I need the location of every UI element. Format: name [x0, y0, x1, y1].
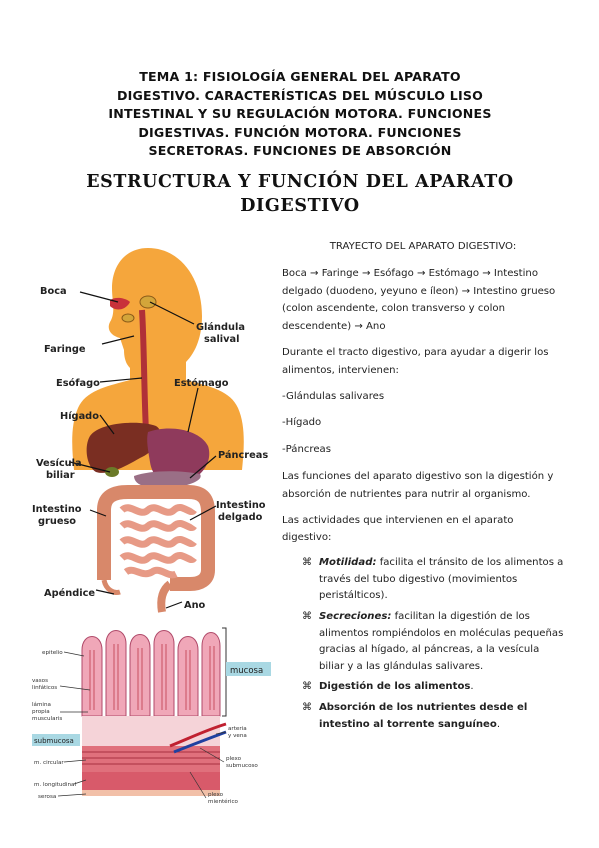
command-icon: ⌘: [302, 681, 312, 693]
label-intestino-grueso-1: Intestino: [32, 504, 82, 515]
title-line: SECRETORAS. FUNCIONES DE ABSORCIÓN: [148, 143, 452, 159]
intro-paragraph: Durante el tracto digestivo, para ayudar a digerir los alimentos, intervienen:: [282, 346, 549, 376]
serosa-layer: [82, 790, 220, 796]
label-arteria-2: y vena: [228, 733, 247, 739]
command-icon: ⌘: [302, 557, 312, 569]
label-plexo-sub-2: submucoso: [226, 763, 258, 769]
label-intestino-grueso-2: grueso: [38, 516, 77, 527]
list-item: [282, 679, 564, 696]
label-apendice: Apéndice: [44, 588, 96, 599]
label-lamina-1: lámina: [32, 702, 51, 708]
label-vasos-2: linfáticos: [32, 685, 58, 691]
list-item: -Hígado: [282, 417, 322, 429]
trayecto-paragraph: Boca → Faringe → Esófago → Estómago → Intestino delgado (duodeno, yeyuno e íleon) → Intestino grueso (colon ascendente, colon transverso y colon descendente) → Ano: [282, 267, 556, 333]
label-epitelio: epitelio: [42, 650, 63, 656]
heading-line: DIGESTIVO: [240, 196, 360, 216]
title-line: DIGESTIVO. CARACTERÍSTICAS DEL MÚSCULO LISO: [116, 87, 484, 103]
label-estomago: Estómago: [174, 378, 229, 389]
salivary-gland: [140, 296, 156, 308]
intestinal-wall-illustration: [30, 620, 275, 808]
heading-line: ESTRUCTURA Y FUNCIÓN DEL APARATO: [86, 172, 514, 192]
label-intestino-delgado-2: delgado: [218, 512, 263, 523]
title-line: INTESTINAL Y SU REGULACIÓN MOTORA. FUNCIONES: [108, 106, 492, 122]
command-icon: ⌘: [302, 701, 312, 713]
label-submucosa: submucosa: [34, 737, 74, 745]
document-title: [60, 68, 540, 161]
label-m-longitudinal: m. longitudinal: [34, 782, 77, 788]
label-esofago: Esófago: [56, 378, 100, 389]
label-glandula-2: salival: [204, 334, 240, 345]
label-arteria-1: arteria: [228, 726, 247, 732]
list-item: [282, 609, 564, 675]
label-m-circular: m. circular: [34, 760, 64, 766]
label-lamina-3: muscularis: [32, 716, 63, 722]
bullet-text: facilitan la digestión de los alimentos rompiéndolos en moléculas pequeñas gracias al hígado, al páncreas, a la vesícula biliar y a las glándulas salivares.: [319, 610, 564, 672]
label-plexo-mie-1: plexo: [208, 792, 224, 798]
actividades-paragraph: Las actividades que intervienen en el aparato digestivo:: [282, 514, 514, 544]
salivary-gland: [122, 314, 134, 322]
label-glandula-1: Glándula: [196, 322, 245, 333]
small-intestine: [122, 507, 194, 574]
bullet-text: .: [470, 681, 474, 693]
rectum: [161, 584, 170, 612]
mucosa-bracket: [222, 628, 226, 716]
section-title: TRAYECTO DEL APARATO DIGESTIVO:: [329, 241, 517, 252]
bullet-text: facilita el tránsito de los alimentos a través del tubo digestivo (movimientos peristálticos).: [319, 557, 564, 602]
label-serosa: serosa: [38, 794, 57, 800]
bullet-term: Motilidad:: [319, 557, 377, 569]
bullet-term: Secreciones:: [319, 610, 392, 622]
label-faringe: Faringe: [44, 344, 86, 355]
bullet-term: Absorción de los nutrientes desde el intestino al torrente sanguíneo: [319, 701, 528, 730]
esophagus: [142, 310, 146, 432]
title-line: TEMA 1: FISIOLOGÍA GENERAL DEL APARATO: [139, 69, 461, 84]
command-icon: ⌘: [302, 610, 312, 622]
circular-muscle-layer: [82, 746, 220, 772]
bullet-text: .: [496, 718, 501, 730]
label-mucosa: mucosa: [230, 666, 264, 676]
list-item: [282, 700, 564, 733]
label-ano: Ano: [184, 600, 206, 611]
funciones-paragraph: Las funciones del aparato digestivo son la digestión y absorción de nutrientes para nutrir al organismo.: [282, 470, 554, 500]
bullet-term: Digestión de los alimentos: [319, 681, 471, 693]
content-column: [282, 238, 564, 737]
label-intestino-delgado-1: Intestino: [216, 500, 266, 511]
label-vasos-1: vasos: [32, 678, 48, 684]
activities-list: [282, 555, 564, 733]
list-item: -Glándulas salivares: [282, 390, 385, 402]
title-line: DIGESTIVAS. FUNCIÓN MOTORA. FUNCIONES: [138, 124, 462, 140]
list-item: -Páncreas: [282, 444, 331, 456]
list-item: [282, 555, 564, 605]
label-higado: Hígado: [60, 411, 99, 422]
gallbladder: [105, 467, 119, 477]
label-pancreas: Páncreas: [218, 450, 269, 461]
label-boca: Boca: [40, 286, 67, 297]
digestive-system-illustration: [30, 240, 275, 618]
villi: [82, 631, 220, 717]
appendix: [104, 580, 120, 593]
section-heading: [60, 170, 540, 218]
label-vesicula-1: Vesícula: [36, 458, 82, 469]
label-plexo-sub-1: plexo: [226, 756, 242, 762]
label-lamina-2: propia: [32, 709, 50, 715]
label-plexo-mie-2: mientérico: [208, 799, 238, 805]
label-vesicula-2: biliar: [46, 470, 75, 481]
